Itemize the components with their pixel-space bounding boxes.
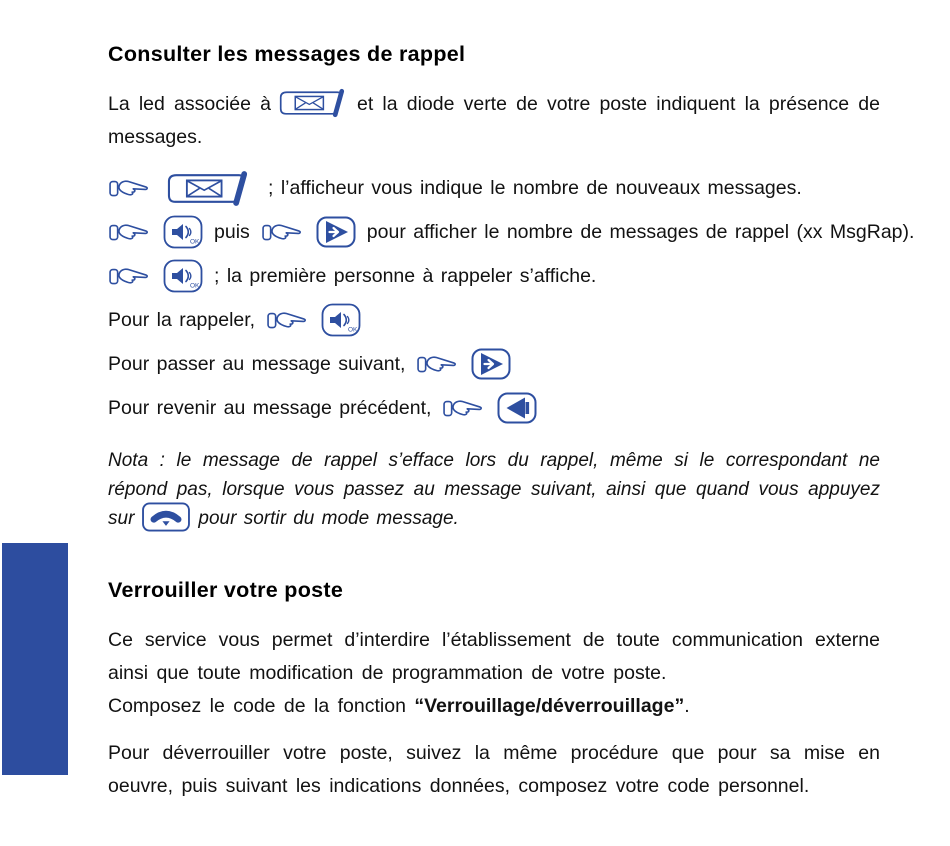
pointing-hand-icon <box>108 219 152 245</box>
manual-page <box>108 42 915 803</box>
message-envelope-key-icon <box>163 170 257 207</box>
message-envelope-key-icon <box>277 88 351 118</box>
section1-title: Consulter les messages de rappel <box>108 42 466 66</box>
action-label: Pour passer au message suivant, <box>108 352 406 375</box>
section-side-bar <box>2 543 68 775</box>
next-message-key-icon <box>471 348 511 380</box>
step-mid-text: puis <box>214 220 250 243</box>
pointing-hand-icon <box>108 175 152 201</box>
handsfree-ok-key-icon <box>163 215 203 249</box>
pointing-hand-icon <box>261 219 305 245</box>
step-count-recall-messages <box>108 211 915 253</box>
step-text: ; l’afficheur vous indique le nombre de nouveaux messages. <box>268 176 802 199</box>
handsfree-ok-key-icon <box>321 303 361 337</box>
nota-paragraph <box>108 447 880 534</box>
handsfree-ok-key-icon <box>163 259 203 293</box>
nota-text-before: Nota : le message de rappel s’efface lors du rappel, même si le correspondant ne répond pas, lorsque vous passez au message suivant, ainsi que quand vous appuyez sur <box>108 450 880 530</box>
section2-code-line <box>108 690 880 723</box>
section2-paragraph1 <box>108 624 880 690</box>
pointing-hand-icon <box>266 307 310 333</box>
section2-paragraph1-text: Ce service vous permet d’interdire l’établissement de toute communication externe ainsi que toute modification de programmation de votre poste. <box>108 629 880 684</box>
intro-text-after: et la diode verte de votre poste indiquent la présence de messages. <box>108 93 880 148</box>
code-line-function-name: “Verrouillage/déverrouillage” <box>414 695 685 717</box>
next-message-key-icon <box>316 216 356 248</box>
action-next-message <box>108 343 880 385</box>
section1-intro-paragraph <box>108 88 880 154</box>
svg-text:OK: OK <box>190 238 200 246</box>
pointing-hand-icon <box>442 395 486 421</box>
step-check-messages <box>108 167 880 209</box>
step-first-person <box>108 255 880 297</box>
step-text: ; la première personne à rappeler s’affiche. <box>214 264 597 287</box>
section2 <box>108 578 880 803</box>
nota-text-after: pour sortir du mode message. <box>198 508 459 530</box>
pointing-hand-icon <box>416 351 460 377</box>
pointing-hand-icon <box>108 263 152 289</box>
intro-text-before: La led associée à <box>108 93 271 115</box>
section2-title: Verrouiller votre poste <box>108 578 344 602</box>
section2-paragraph2 <box>108 737 880 803</box>
action-previous-message <box>108 387 880 429</box>
action-label: Pour revenir au message précédent, <box>108 396 432 419</box>
action-recall <box>108 299 880 341</box>
hangup-key-icon <box>140 502 192 532</box>
code-line-prefix: Composez le code de la fonction <box>108 695 415 717</box>
previous-message-key-icon <box>497 392 537 424</box>
svg-text:OK: OK <box>190 282 200 290</box>
step-text: pour afficher le nombre de messages de rappel (xx MsgRap). <box>366 220 915 243</box>
code-line-suffix: . <box>684 695 690 717</box>
action-label: Pour la rappeler, <box>108 308 256 331</box>
section2-paragraph2-text: Pour déverrouiller votre poste, suivez la même procédure que pour sa mise en oeuvre, puis suivant les indications données, composez votre code personnel. <box>108 742 880 797</box>
svg-text:OK: OK <box>348 326 358 334</box>
